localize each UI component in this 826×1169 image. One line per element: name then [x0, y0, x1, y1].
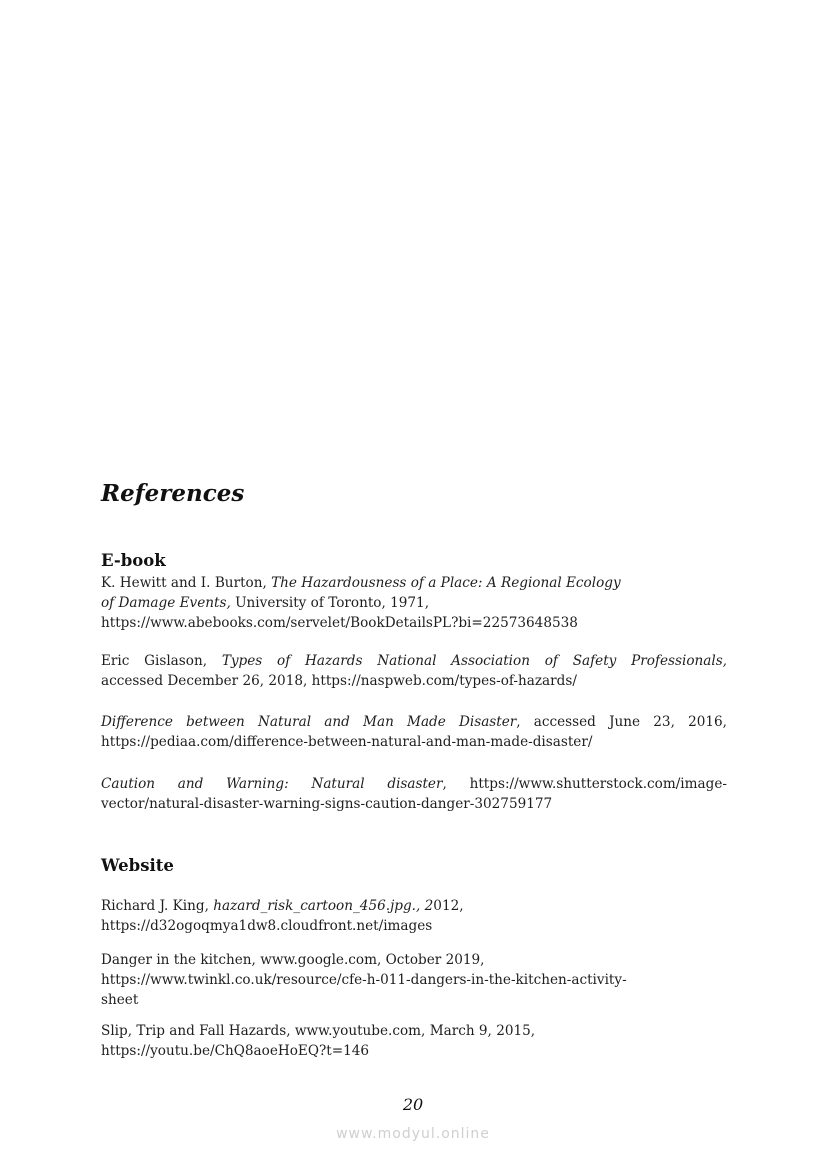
reference-url[interactable]: https://www.abebooks.com/servelet/BookDetailsPL?bi=22573648538: [101, 615, 578, 631]
reference-line: [101, 651, 728, 671]
reference-url[interactable]: https://pediaa.com/difference-between-natural-and-man-made-disaster/: [101, 734, 593, 750]
reference-title: hazard_risk_cartoon_456.jpg., 2: [213, 898, 434, 914]
reference-url[interactable]: https://www.twinkl.co.uk/resource/cfe-h-011-dangers-in-the-kitchen-activity-: [101, 972, 627, 988]
reference-line: [101, 712, 727, 732]
reference-url[interactable]: sheet: [101, 992, 139, 1008]
reference-line: [101, 896, 727, 916]
reference-entry: [101, 712, 727, 752]
reference-url[interactable]: , https://www.shutterstock.com/image-: [442, 776, 727, 792]
watermark: www.modyul.online: [336, 1126, 490, 1142]
reference-line: [101, 774, 727, 794]
section-title-ebook: E-book: [101, 551, 166, 570]
reference-title: Types of Hazards National Association of Safety Professionals,: [221, 653, 728, 669]
reference-entry: [101, 651, 727, 691]
reference-url[interactable]: https://youtu.be/ChQ8aoeHoEQ?t=146: [101, 1043, 370, 1059]
reference-entry: [101, 774, 727, 814]
reference-url[interactable]: https://d32ogoqmya1dw8.cloudfront.net/images: [101, 918, 433, 934]
reference-title: Difference between Natural and Man Made Disaster: [101, 714, 517, 730]
section-title-website: Website: [101, 856, 174, 875]
reference-line: Slip, Trip and Fall Hazards, www.youtube.com, March 9, 2015,: [101, 1023, 536, 1039]
reference-author: K. Hewitt and I. Burton,: [101, 575, 272, 591]
page-number: 20: [402, 1095, 424, 1114]
reference-entry: [101, 573, 727, 633]
reference-detail: , accessed June 23, 2016,: [516, 714, 727, 730]
page-title: References: [101, 480, 245, 507]
reference-url[interactable]: accessed December 26, 2018, https://naspweb.com/types-of-hazards/: [101, 673, 577, 689]
reference-author: Eric Gislason,: [101, 653, 208, 669]
reference-title: The Hazardousness of a Place: A Regional Ecology: [271, 575, 621, 591]
reference-line: Danger in the kitchen, www.google.com, October 2019,: [101, 952, 485, 968]
reference-entry: [101, 896, 727, 936]
reference-title: of Damage Events,: [101, 595, 231, 611]
reference-entry: [101, 1021, 727, 1061]
reference-line: [101, 573, 727, 593]
reference-title: Caution and Warning: Natural disaster: [101, 776, 443, 792]
reference-url[interactable]: vector/natural-disaster-warning-signs-caution-danger-302759177: [101, 796, 553, 812]
reference-publisher: University of Toronto, 1971,: [230, 595, 430, 611]
reference-year: 012,: [433, 898, 464, 914]
reference-author: Richard J. King,: [101, 898, 214, 914]
reference-entry: [101, 950, 727, 1010]
reference-line: [101, 593, 727, 613]
